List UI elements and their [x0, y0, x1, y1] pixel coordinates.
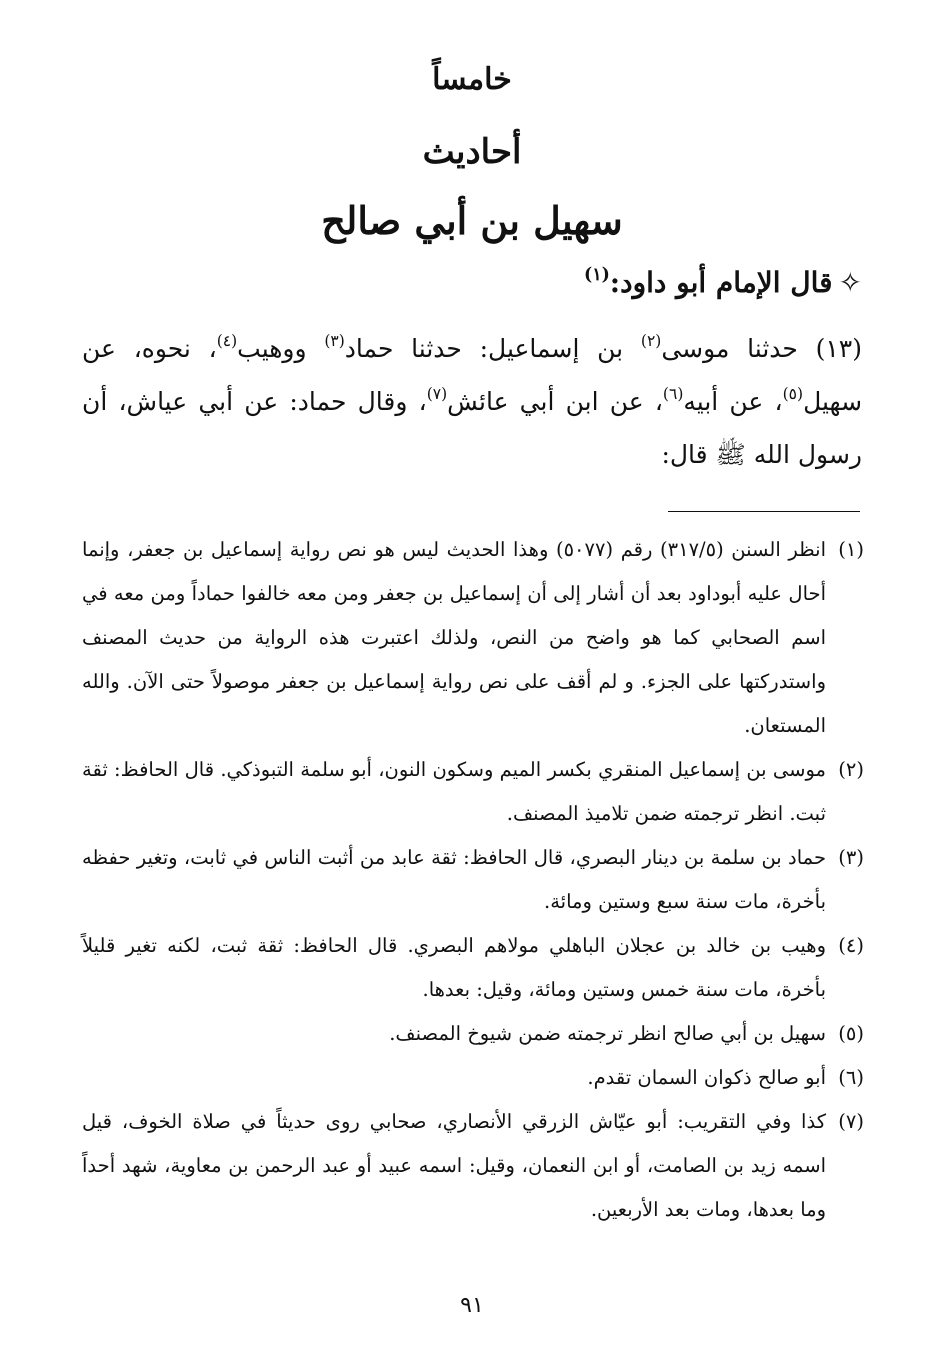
hadith-number: (١٣) [815, 334, 862, 363]
footnote-number: (٣) [838, 846, 864, 869]
hadith-segment: ، نحوه، عن سهيل [82, 334, 863, 416]
footnote-text: حماد بن سلمة بن دينار البصري، قال الحافظ: ثقة عابد من أثبت الناس في ثابت، وتغير حفظه بأخرة، مات سنة سبع وستين ومائة. [82, 846, 826, 913]
footnote [82, 1012, 864, 1056]
hadith-segment: ، عن ابن أبي عائش [447, 387, 663, 416]
section-heading-narrator: سهيل بن أبي صالح [321, 198, 623, 243]
footnote-text: كذا وفي التقريب: أبو عيّاش الزرقي الأنصاري، صحابي روى حديثاً في صلاة الخوف، قيل اسمه زيد بن الصامت، أو ابن النعمان، وقيل: اسمه عبيد أو عبد الرحمن بن معاوية، شهد أحداً وما بعدها، ومات بعد الأربعين. [82, 1110, 826, 1221]
footnote [82, 1056, 864, 1100]
footnotes [82, 528, 864, 1232]
footnote-number: (٤) [838, 934, 864, 957]
footnote [82, 836, 864, 924]
footnote-ref: (٥) [782, 385, 804, 404]
footnote-text: سهيل بن أبي صالح انظر ترجمته ضمن شيوخ المصنف. [389, 1022, 826, 1045]
intro-line [120, 266, 862, 299]
footnote-ref: (٣) [324, 332, 345, 351]
footnote-number: (١) [838, 538, 864, 561]
hadith-segment: بن إسماعيل: حدثنا حماد [344, 334, 641, 363]
footnote-number: (٢) [838, 758, 864, 781]
footnote-divider [668, 511, 860, 512]
footnote-ref: (١) [584, 264, 610, 285]
footnote [82, 748, 864, 836]
intro-text: قال الإمام أبو داود: [609, 266, 833, 299]
footnote-ref: (٦) [662, 385, 684, 404]
page-number: ٩١ [460, 1293, 484, 1318]
hadith-text [82, 322, 862, 481]
footnote-ref: (٢) [640, 332, 662, 351]
footnote-number: (٥) [838, 1022, 864, 1045]
hadith-segment: ، عن أبيه [683, 387, 783, 416]
footnote-text: انظر السنن (٣١٧/٥) رقم (٥٠٧٧) وهذا الحديث ليس هو نص رواية إسماعيل بن جعفر، وإنما أحال عليه أبوداود بعد أن أشار إلى أن إسماعيل بن جعفر ومن معه خالفوا حماداً ومن معه في اسم الصحابي كما هو واضح من النص، ولذلك اعتبرت هذه الرواية من حديث المصنف واستدركتها على الجزء. و لم أقف على نص رواية إسماعيل بن جعفر موصولاً حتى الآن. والله المستعان. [82, 538, 826, 737]
footnote [82, 924, 864, 1012]
footnote-text: أبو صالح ذكوان السمان تقدم. [587, 1066, 826, 1089]
footnote-number: (٦) [838, 1066, 864, 1089]
hadith-segment: ، وقال حماد: عن أبي عياش، أن رسول الله ﷺ قال: [82, 387, 862, 469]
section-heading-fifth: خامساً [432, 62, 512, 97]
hadith-segment: حدثنا موسى [661, 334, 798, 363]
footnote-ref: (٤) [216, 332, 238, 351]
hadith-segment: ووهيب [237, 334, 325, 363]
diamond-star-icon: ✧ [838, 266, 862, 299]
footnote-text: وهيب بن خالد بن عجلان الباهلي مولاهم البصري. قال الحافظ: ثقة ثبت، لكنه تغير قليلاً بأخرة، مات سنة خمس وستين ومائة، وقيل: بعدها. [82, 934, 826, 1001]
footnote-ref: (٧) [426, 385, 448, 404]
footnote [82, 528, 864, 748]
footnote-text: موسى بن إسماعيل المنقري بكسر الميم وسكون النون، أبو سلمة التبوذكي. قال الحافظ: ثقة ثبت. انظر ترجمته ضمن تلاميذ المصنف. [82, 758, 826, 825]
footnote-number: (٧) [838, 1110, 864, 1133]
section-heading-hadiths: أحاديث [422, 132, 522, 172]
footnote [82, 1100, 864, 1232]
